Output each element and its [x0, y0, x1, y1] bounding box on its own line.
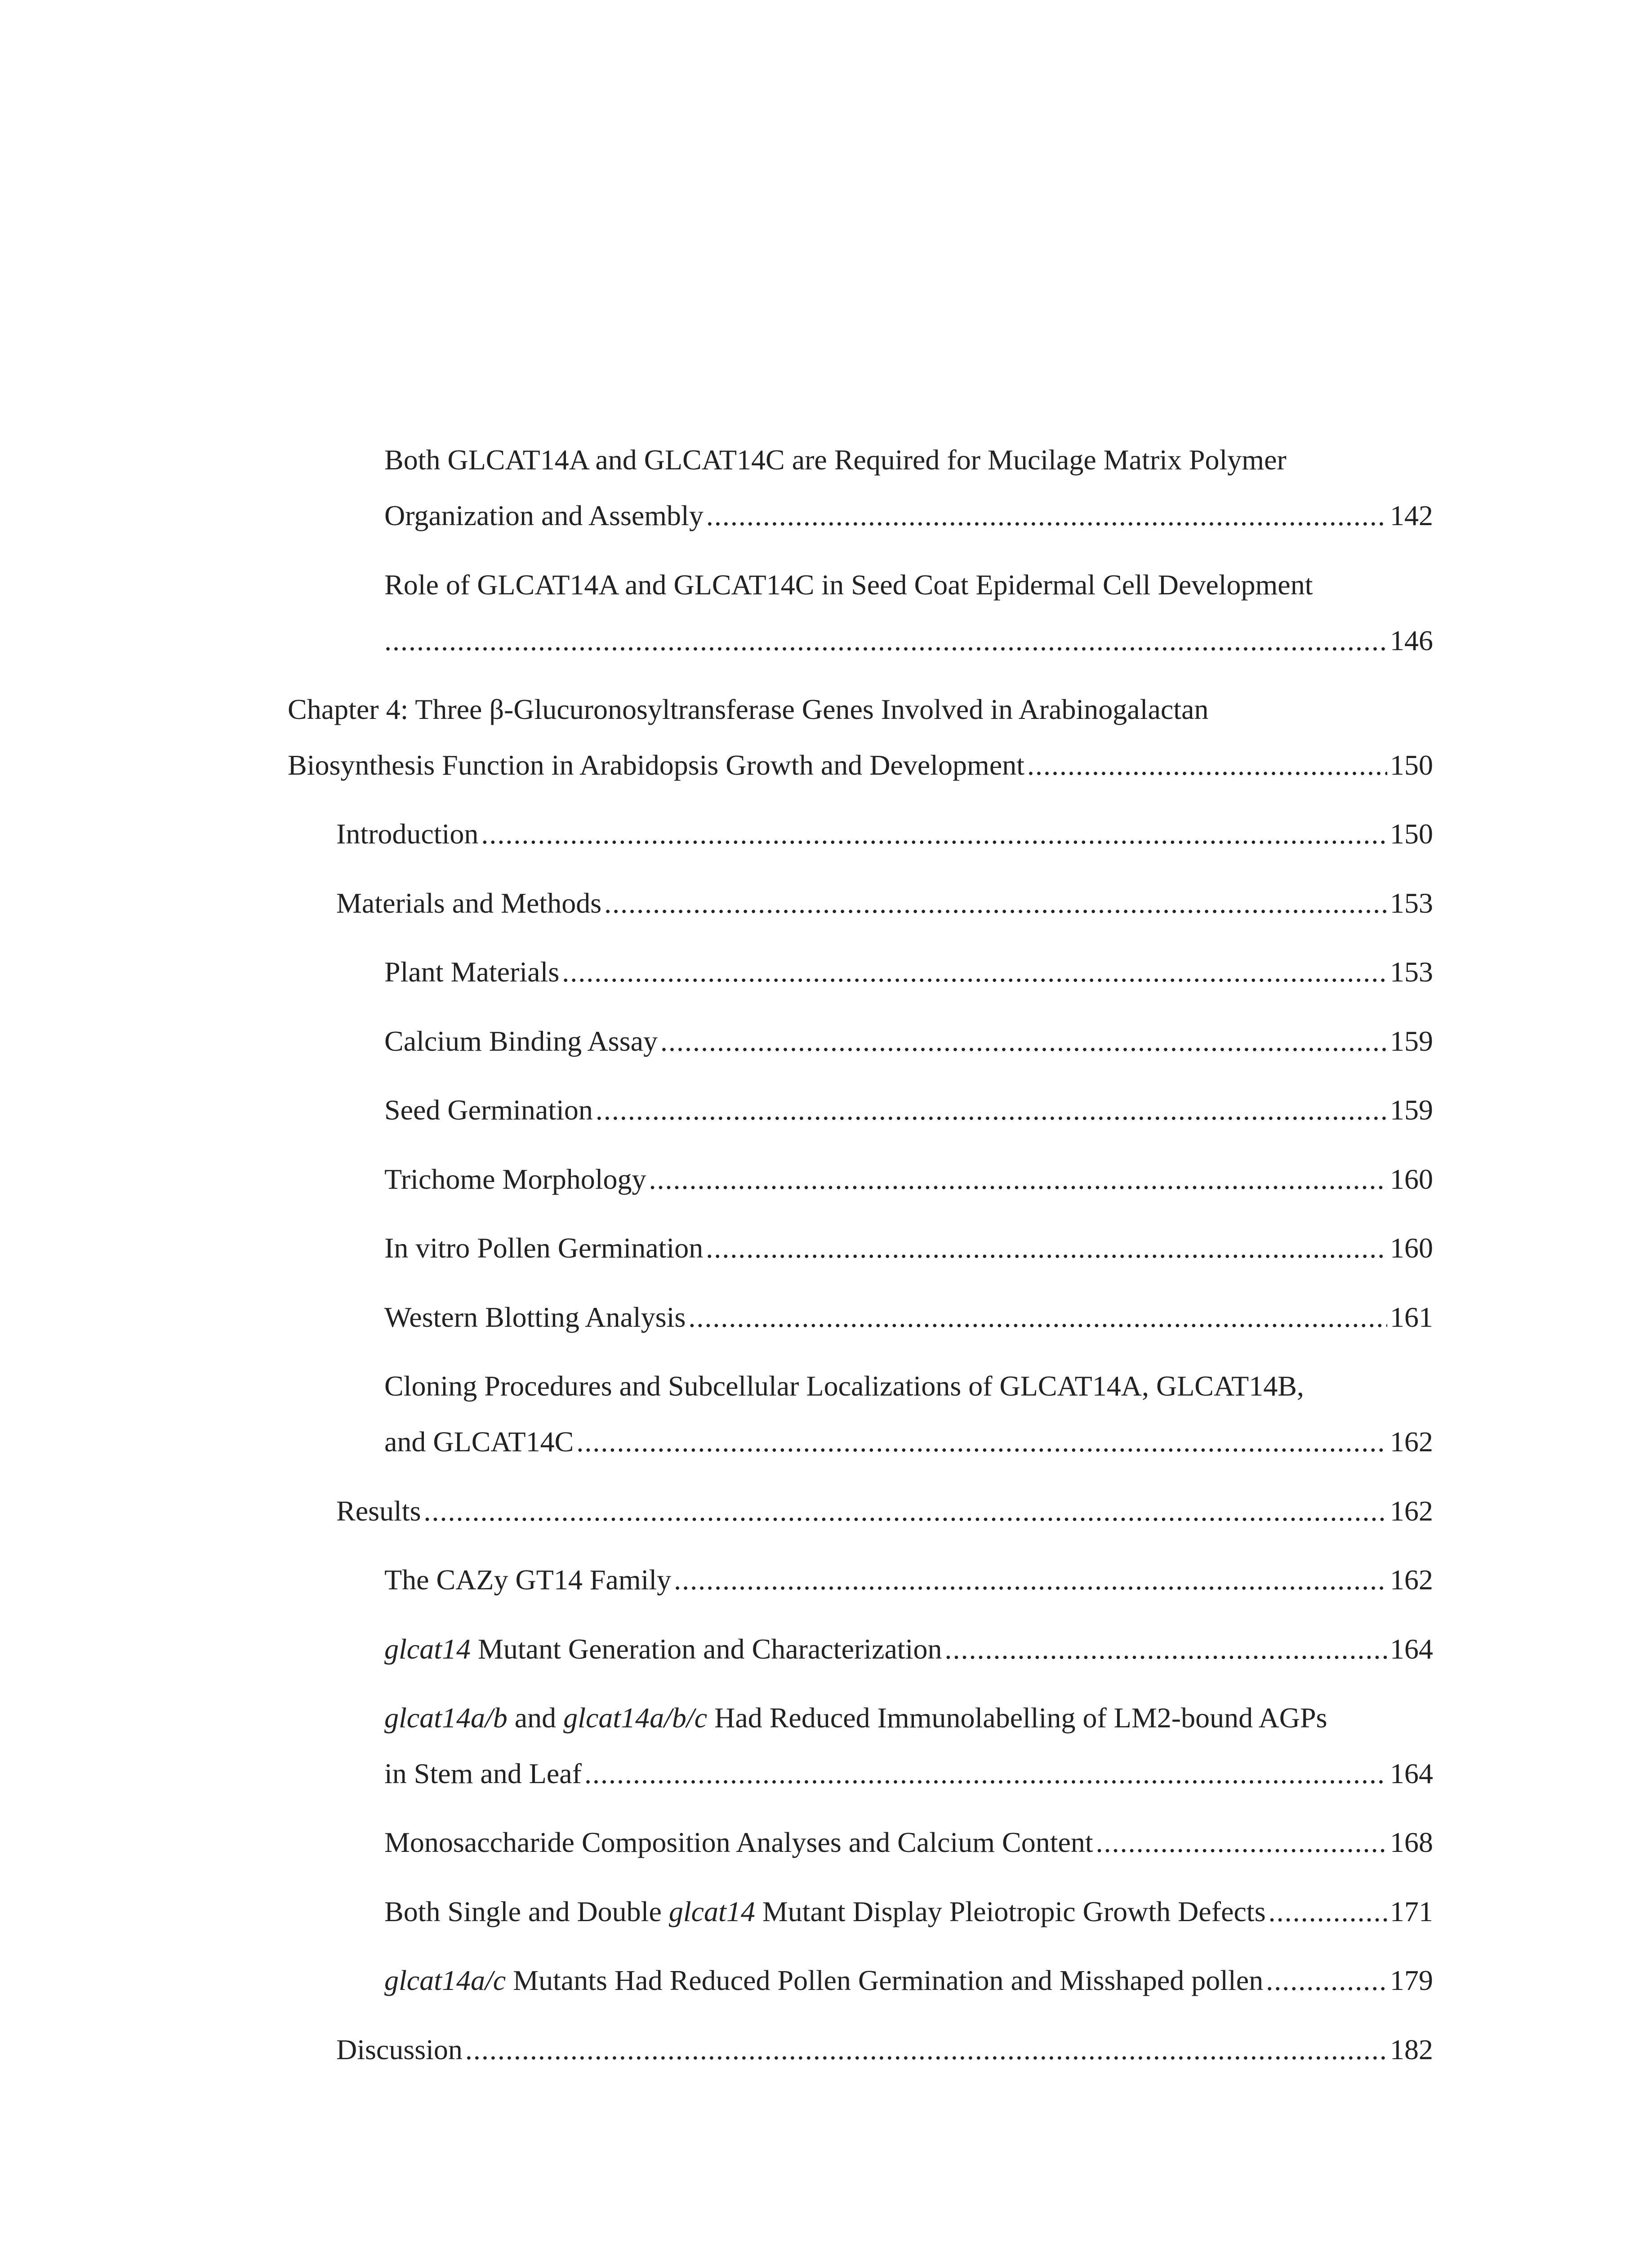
toc-page-number: 179	[1390, 1964, 1433, 1996]
toc-chapter4-line2[interactable]	[288, 744, 1433, 787]
gene-name-italic: glcat14a/b	[384, 1702, 508, 1734]
toc-chapter4-line1	[288, 688, 1433, 731]
toc-entry-plant-materials[interactable]	[384, 950, 1433, 994]
toc-page-number: 162	[1390, 1426, 1433, 1458]
toc-entry-title: In vitro Pollen Germination	[384, 1232, 704, 1264]
toc-entry-title: Western Blotting Analysis	[384, 1301, 686, 1333]
leader-dots	[944, 1628, 1387, 1671]
toc-entry-title: Trichome Morphology	[384, 1163, 646, 1195]
leader-dots	[688, 1296, 1387, 1339]
toc-entry-title: Discussion	[336, 2034, 463, 2065]
toc-page-number: 161	[1390, 1301, 1433, 1333]
toc-page-number: 159	[1390, 1025, 1433, 1057]
toc-entry-title: Role of GLCAT14A and GLCAT14C in Seed Coat Epidermal Cell Development	[384, 569, 1313, 601]
toc-entry-title	[384, 1890, 1266, 1933]
leader-dots	[604, 882, 1387, 925]
toc-entry-immunolabelling-line2[interactable]	[384, 1752, 1433, 1795]
leader-dots	[584, 1752, 1387, 1795]
toc-page-number: 153	[1390, 956, 1433, 988]
leader-dots	[674, 1558, 1387, 1601]
toc-entry-immunolabelling-line1	[384, 1696, 1433, 1740]
leader-dots	[1027, 744, 1387, 787]
gene-name-italic: glcat14	[384, 1633, 471, 1665]
toc-entry-trichome[interactable]	[384, 1158, 1433, 1201]
title-text: and	[507, 1702, 564, 1734]
toc-entry-title: in Stem and Leaf	[384, 1757, 582, 1789]
title-text: Mutant Generation and Characterization	[470, 1633, 942, 1665]
toc-entry-title: Plant Materials	[384, 956, 560, 988]
toc-entry-title: Both GLCAT14A and GLCAT14C are Required for Mucilage Matrix Polymer	[384, 444, 1287, 476]
toc-page-number: 159	[1390, 1094, 1433, 1126]
toc-page-number: 162	[1390, 1495, 1433, 1527]
toc-entry-title: Seed Germination	[384, 1094, 593, 1126]
leader-dots	[660, 1020, 1387, 1063]
toc-entry-monosaccharide[interactable]	[384, 1821, 1433, 1864]
toc-entry-materials-methods[interactable]	[336, 882, 1433, 925]
leader-dots	[384, 619, 1387, 662]
title-text: Had Reduced Immunolabelling of LM2-bound AGPs	[707, 1702, 1327, 1734]
toc-entry-calcium-binding[interactable]	[384, 1020, 1433, 1063]
toc-page-number: 171	[1390, 1896, 1433, 1927]
toc-entry-seed-coat-line2[interactable]	[384, 619, 1433, 662]
toc-entry-title	[384, 1702, 1327, 1734]
leader-dots	[706, 494, 1387, 537]
toc-entry-title: Introduction	[336, 818, 479, 850]
toc-entry-cloning-line2[interactable]	[384, 1420, 1433, 1463]
toc-entry-mucilage-line2[interactable]	[384, 494, 1433, 537]
leader-dots	[1096, 1821, 1387, 1864]
toc-page-number: 164	[1390, 1757, 1433, 1789]
toc-entry-introduction[interactable]	[336, 812, 1433, 856]
toc-page-number: 164	[1390, 1633, 1433, 1665]
title-text: Both Single and Double	[384, 1896, 669, 1927]
leader-dots	[1266, 1959, 1387, 2002]
toc-entry-seed-germination[interactable]	[384, 1088, 1433, 1132]
toc-entry-cazy[interactable]	[384, 1558, 1433, 1601]
toc-entry-title: The CAZy GT14 Family	[384, 1564, 672, 1596]
toc-page-number: 150	[1390, 749, 1433, 781]
toc-page-number: 160	[1390, 1232, 1433, 1264]
title-text: Mutants Had Reduced Pollen Germination and Misshaped pollen	[506, 1964, 1264, 1996]
toc-entry-results[interactable]	[336, 1490, 1433, 1533]
leader-dots	[1269, 1890, 1387, 1933]
title-text: Mutant Display Pleiotropic Growth Defects	[755, 1896, 1266, 1927]
toc-entry-pollen-germination[interactable]	[384, 1227, 1433, 1270]
leader-dots	[576, 1420, 1387, 1463]
leader-dots	[481, 812, 1387, 856]
leader-dots	[596, 1088, 1387, 1132]
gene-name-italic: glcat14	[668, 1896, 755, 1927]
toc-entry-title: Results	[336, 1495, 421, 1527]
toc-entry-title	[384, 1959, 1263, 2002]
toc-entry-title	[384, 1628, 942, 1671]
toc-entry-western[interactable]	[384, 1296, 1433, 1339]
toc-entry-title: Calcium Binding Assay	[384, 1025, 658, 1057]
toc-entry-seed-coat-line1	[384, 563, 1433, 607]
toc-entry-discussion[interactable]	[336, 2028, 1433, 2071]
toc-page-number: 160	[1390, 1163, 1433, 1195]
leader-dots	[423, 1490, 1387, 1533]
toc-entry-mucilage-line1	[384, 438, 1433, 482]
toc-entry-title: Organization and Assembly	[384, 500, 704, 531]
toc-page-number: 168	[1390, 1826, 1433, 1858]
toc-entry-title: and GLCAT14C	[384, 1426, 574, 1458]
toc-page-number: 153	[1390, 887, 1433, 919]
gene-name-italic: glcat14a/c	[384, 1964, 506, 1996]
toc-entry-title: Monosaccharide Composition Analyses and Calcium Content	[384, 1826, 1093, 1858]
leader-dots	[706, 1227, 1387, 1270]
toc-page-number: 146	[1390, 624, 1433, 656]
toc-entry-title: Cloning Procedures and Subcellular Localizations of GLCAT14A, GLCAT14B,	[384, 1370, 1304, 1402]
toc-entry-pleiotropic[interactable]	[384, 1890, 1433, 1933]
toc-page-number: 150	[1390, 818, 1433, 850]
toc-entry-pollen-misshaped[interactable]	[384, 1959, 1433, 2002]
toc-chapter-title: Chapter 4: Three β-Glucuronosyltransferase Genes Involved in Arabinogalactan	[288, 693, 1209, 725]
toc-entry-cloning-line1	[384, 1365, 1433, 1408]
toc-entry-mutant-generation[interactable]	[384, 1628, 1433, 1671]
gene-name-italic: glcat14a/b/c	[563, 1702, 708, 1734]
leader-dots	[649, 1158, 1387, 1201]
leader-dots	[562, 950, 1387, 994]
toc-entry-title: Materials and Methods	[336, 887, 602, 919]
leader-dots	[465, 2028, 1387, 2071]
toc-chapter-title: Biosynthesis Function in Arabidopsis Growth and Development	[288, 749, 1024, 781]
toc-page-number: 182	[1390, 2034, 1433, 2065]
toc-page-number: 142	[1390, 500, 1433, 531]
toc-page-number: 162	[1390, 1564, 1433, 1596]
